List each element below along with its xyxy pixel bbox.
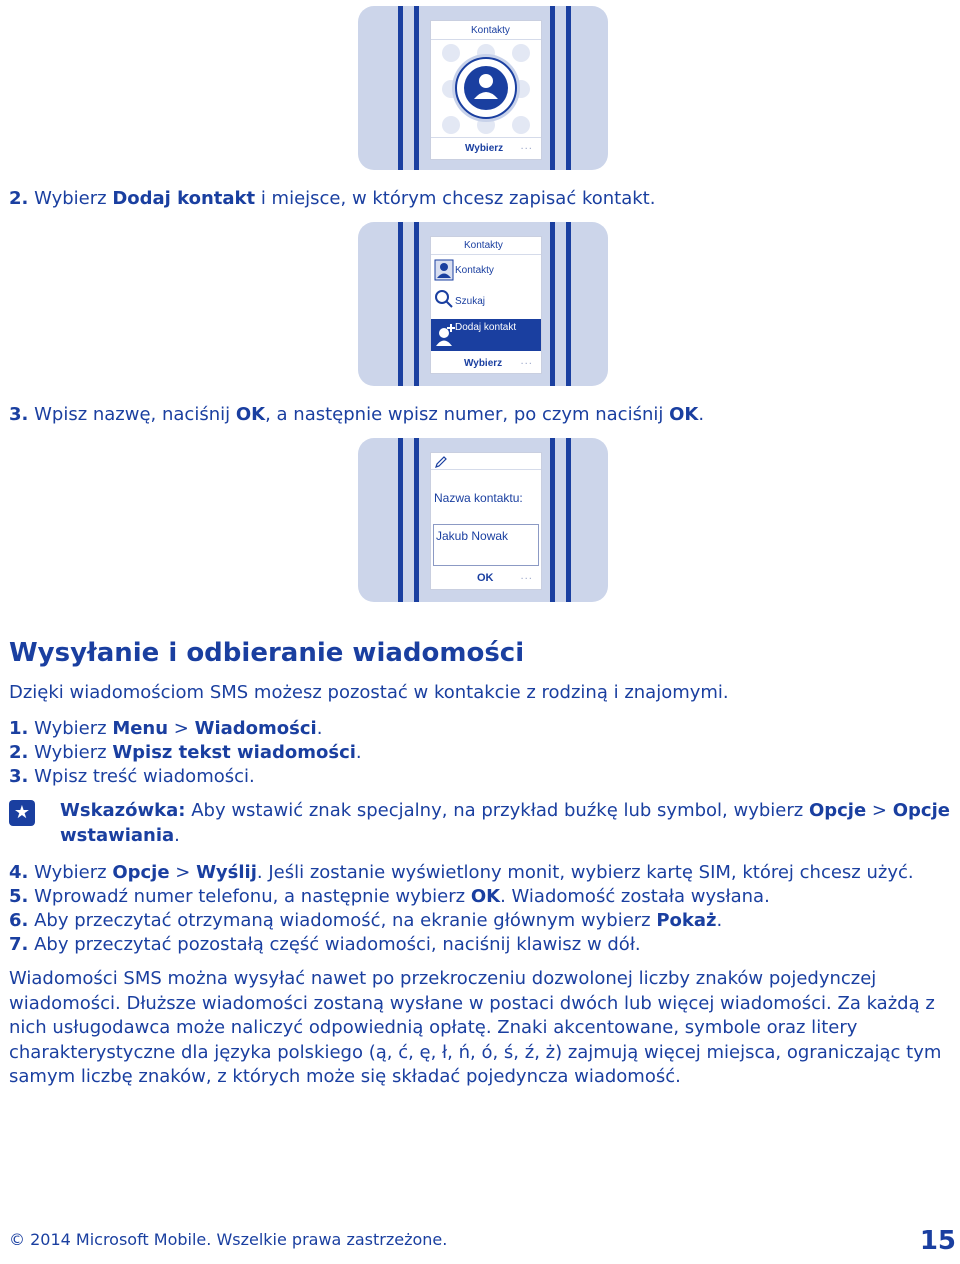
page-number: 15 — [919, 1226, 956, 1256]
options-dots[interactable]: ... — [520, 571, 533, 582]
tip-text: Wskazówka: Aby wstawić znak specjalny, na przykład buźkę lub symbol, wybierz Opcje > Opcje wstawiania. — [60, 800, 950, 846]
step-2: 2. Wybierz Dodaj kontakt i miejsce, w którym chcesz zapisać kontakt. — [9, 188, 656, 209]
select-softkey[interactable]: Wybierz — [464, 358, 503, 369]
screen-title: Kontakty — [471, 25, 510, 36]
select-softkey[interactable]: Wybierz — [465, 143, 504, 154]
msg-step-6: 6. Aby przeczytać otrzymaną wiadomość, na ekranie głównym wybierz Pokaż. — [9, 910, 723, 931]
pencil-icon — [434, 455, 448, 469]
options-dots[interactable]: ... — [520, 141, 533, 152]
msg-step-5: 5. Wprowadź numer telefonu, a następnie wybierz OK. Wiadomość została wysłana. — [9, 886, 770, 907]
menu-item-search[interactable]: Szukaj — [455, 296, 486, 307]
add-contact-icon — [434, 323, 456, 347]
step-3: 3. Wpisz nazwę, naciśnij OK, a następnie wpisz numer, po czym naciśnij OK. — [9, 404, 705, 425]
contacts-grid-icon — [431, 41, 541, 141]
star-tip-icon: ★ — [9, 800, 35, 826]
menu-item-add-contact[interactable]: Dodaj kontakt — [431, 319, 541, 351]
section-heading: Wysyłanie i odbieranie wiadomości — [9, 638, 525, 668]
screen-title: Kontakty — [464, 240, 503, 251]
phone-screen-3 — [430, 452, 542, 590]
search-icon — [434, 289, 454, 309]
phone-screen-2 — [430, 236, 542, 374]
phone-screen-1 — [430, 20, 542, 160]
msg-step-4: 4. Wybierz Opcje > Wyślij. Jeśli zostanie wyświetlony monit, wybierz kartę SIM, której chcesz użyć. — [9, 862, 914, 883]
closing-paragraph: Wiadomości SMS można wysyłać nawet po przekroczeniu dozwolonej liczby znaków pojedynczej wiadomości. Dłuższe wiadomości zostaną wysłane w postaci dwóch lub więcej wiadomości. Za każdą z nich usługodawca może naliczyć odpowiednią opłatę. Znaki akcentowane, symbole oraz litery charakterystyczne dla języka polskiego (ą, ć, ę, ł, ń, ó, ś, ź, ż) zajmują więcej miejsca, ograniczając tym samym liczbę znaków, z których może się składać pojedyncza wiadomość. — [9, 968, 942, 1087]
msg-step-7: 7. Aby przeczytać pozostałą część wiadomości, naciśnij klawisz w dół. — [9, 934, 641, 955]
intro-text: Dzięki wiadomościom SMS możesz pozostać w kontakcie z rodziną i znajomymi. — [9, 682, 729, 703]
msg-step-2: 2. Wybierz Wpisz tekst wiadomości. — [9, 742, 362, 763]
footer-copyright: © 2014 Microsoft Mobile. Wszelkie prawa zastrzeżone. — [9, 1230, 448, 1249]
msg-step-3: 3. Wpisz treść wiadomości. — [9, 766, 255, 787]
menu-item-contacts[interactable]: Kontakty — [455, 265, 494, 276]
contact-name-label: Nazwa kontaktu: — [434, 491, 523, 505]
contact-name-field[interactable]: Jakub Nowak — [433, 524, 539, 566]
ok-softkey[interactable]: OK — [477, 572, 494, 584]
msg-step-1: 1. Wybierz Menu > Wiadomości. — [9, 718, 323, 739]
contact-icon — [434, 259, 454, 281]
options-dots[interactable]: ... — [520, 356, 533, 367]
